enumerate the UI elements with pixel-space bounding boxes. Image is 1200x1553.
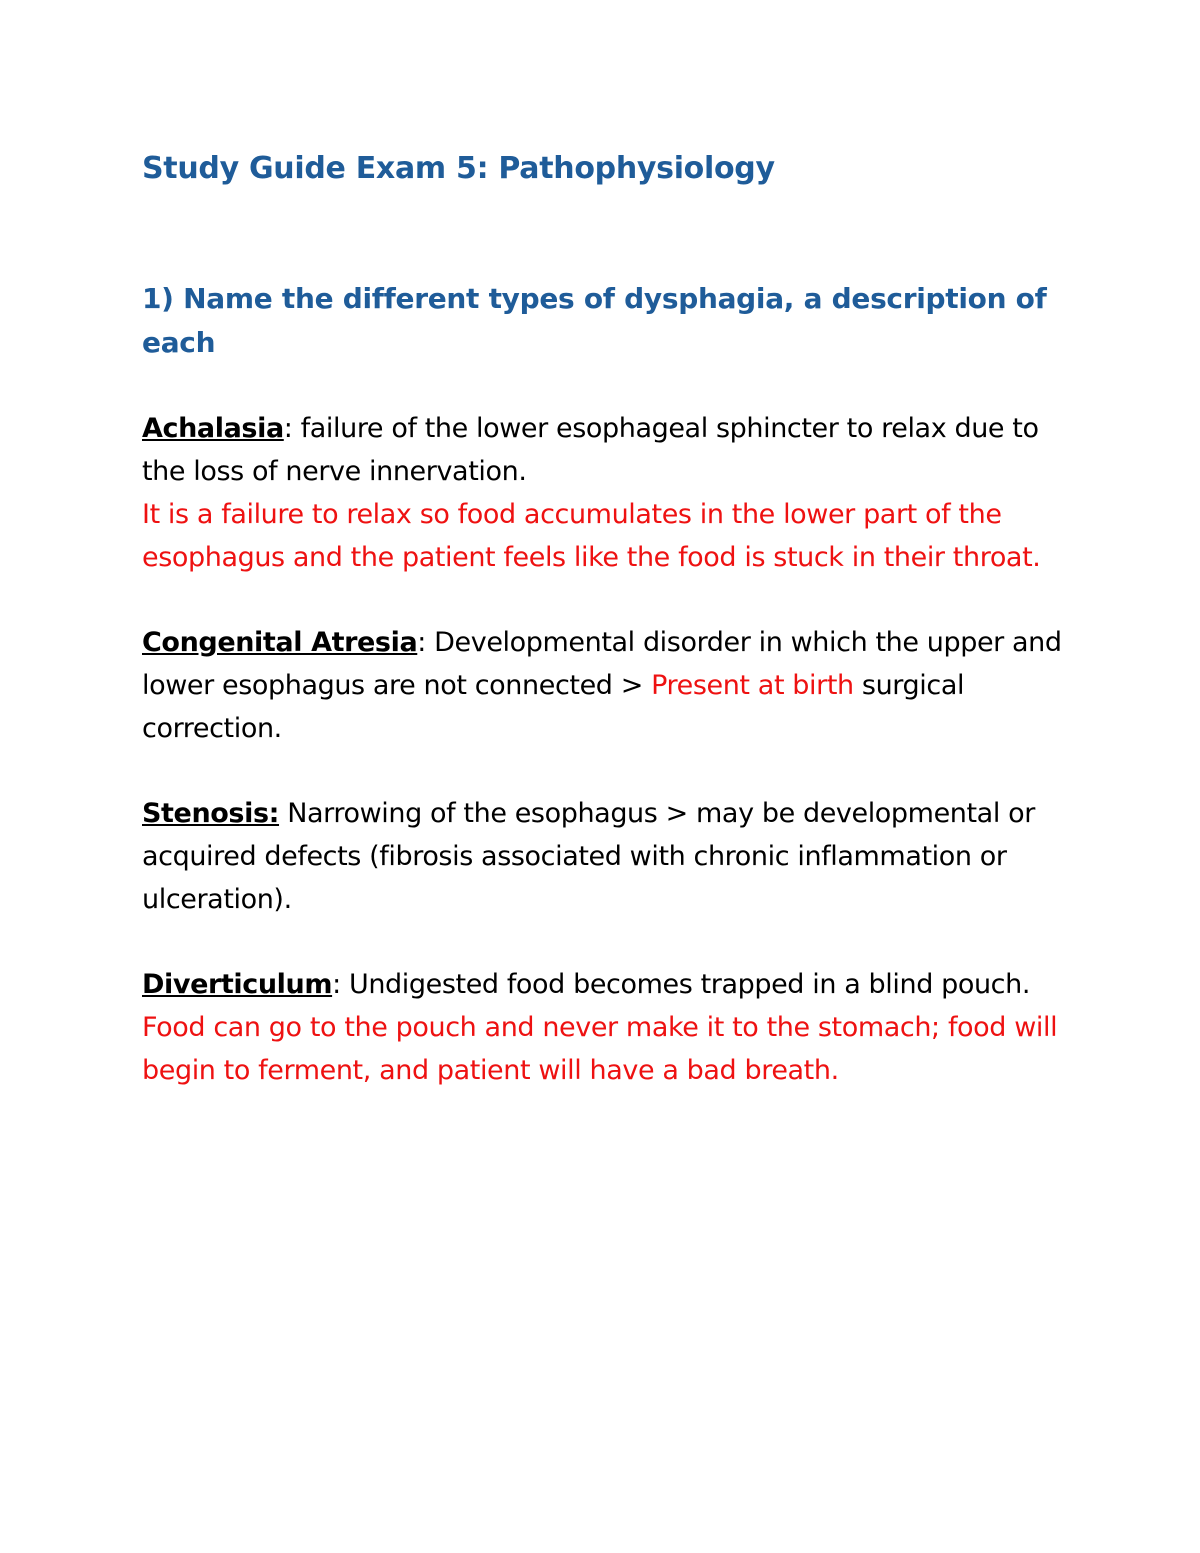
entry-achalasia [142, 407, 1070, 579]
entry-stenosis [142, 792, 1070, 921]
term-achalasia: Achalasia [142, 413, 284, 444]
description-congenital-atresia: Developmental disorder in which the upper and lower esophagus are not connected > [142, 627, 1062, 701]
note-congenital-atresia: Present at birth [651, 670, 854, 701]
question-heading: 1) Name the different types of dysphagia, a description of each [142, 282, 1047, 359]
description-diverticulum: Undigested food becomes trapped in a blind pouch. [340, 969, 1031, 1000]
term-separator: : [332, 969, 341, 1000]
term-stenosis: Stenosis: [142, 798, 280, 829]
term-congenital-atresia: Congenital Atresia [142, 627, 418, 658]
term-diverticulum: Diverticulum [142, 969, 333, 1000]
entry-congenital-atresia [142, 621, 1070, 750]
term-separator: : [417, 627, 426, 658]
document-title: Study Guide Exam 5: Pathophysiology [142, 151, 775, 186]
entry-diverticulum [142, 963, 1070, 1092]
note-achalasia: It is a failure to relax so food accumulates in the lower part of the esophagus and the patient feels like the food is stuck in their throat. [142, 499, 1041, 573]
term-separator: : [283, 413, 293, 444]
description-stenosis: Narrowing of the esophagus > may be developmental or acquired defects (fibrosis associated with chronic inflammation or ulceration). [142, 798, 1035, 915]
note-diverticulum: Food can go to the pouch and never make it to the stomach; food will begin to ferment, and patient will have a bad breath. [142, 1012, 1058, 1086]
description-achalasia: failure of the lower esophageal sphincter to relax due to the loss of nerve innervation. [142, 413, 1039, 487]
tail-congenital-atresia: surgical correction. [142, 670, 965, 744]
